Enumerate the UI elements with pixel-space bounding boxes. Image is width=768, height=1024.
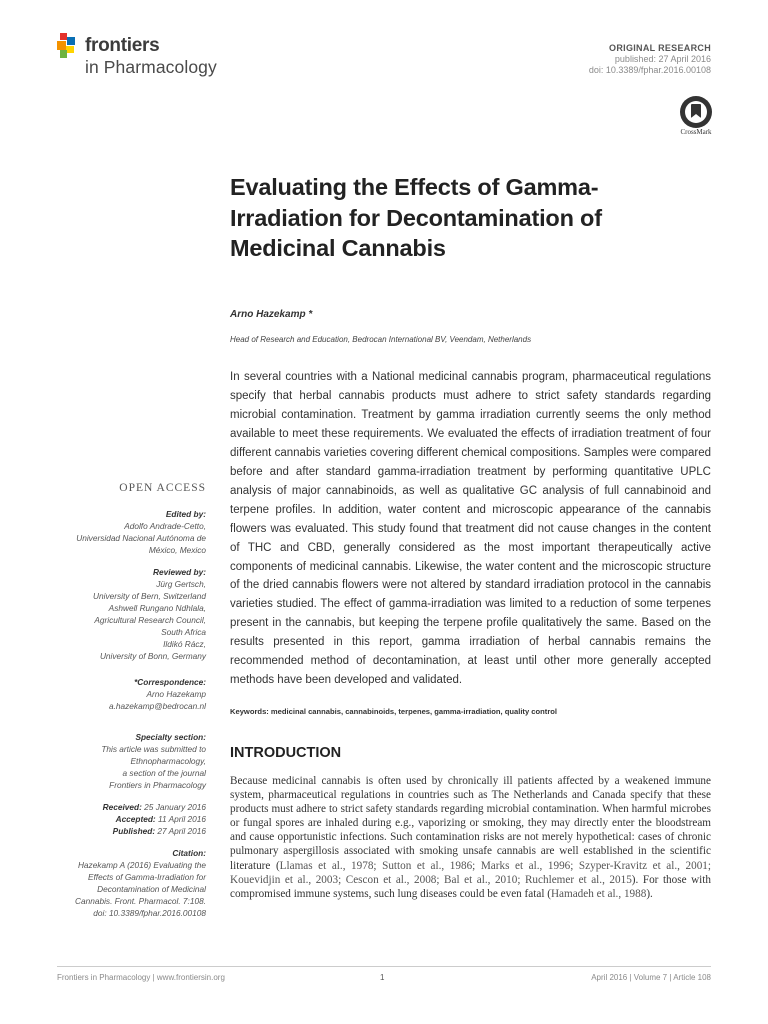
reviewer-line: Ashwell Rungano Ndhlala,	[108, 603, 206, 613]
citation-line: doi: 10.3389/fphar.2016.00108	[93, 908, 206, 918]
logo-word-frontiers: frontiers	[85, 35, 160, 56]
editor-line: México, Mexico	[148, 545, 206, 555]
intro-text-2: ). For those with compromised immune systems, such lung diseases could be even fatal (	[230, 873, 711, 900]
crossmark-label: CrossMark	[680, 128, 712, 136]
accepted-value: 11 April 2016	[158, 814, 206, 824]
footer-volume-info: April 2016 | Volume 7 | Article 108	[591, 973, 711, 982]
specialty-line: This article was submitted to	[101, 744, 206, 754]
specialty-section	[101, 731, 206, 791]
reviewer-line: University of Bonn, Germany	[99, 651, 206, 661]
editor-line: Universidad Nacional Autónoma de	[76, 533, 206, 543]
published-label: Published:	[112, 826, 156, 836]
specialty-line: Frontiers in Pharmacology	[109, 780, 206, 790]
citation-link[interactable]: Llamas et al., 1978; Sutton et al., 1986; Marks et al., 1996; Szyper-Kravitz et al., 2001; Kouevidjin et al., 2003; Cescon et al., 2008; Bal et al., 2010; Ruchlemer et al., 2015	[230, 859, 711, 886]
doi[interactable]: doi: 10.3389/fphar.2016.00108	[588, 65, 711, 75]
specialty-label: Specialty section:	[135, 732, 206, 742]
reviewer-line: Agricultural Research Council,	[94, 615, 206, 625]
citation-line: Effects of Gamma-Irradiation for	[87, 872, 206, 882]
abstract-text: In several countries with a National medicinal cannabis program, pharmaceutical regulations specify that herbal cannabis products must adhere to strict safety standards regarding microbial contamination. Treatment by gamma irradiation currently seems the only method available to meet these requirements. We evaluated the effects of irradiation treatment of four different cannabis varieties covering different chemical compositions. Samples were compared before and after standard gamma-irradiation treatment by performing quantitative UPLC analysis of major cannabinoids, as well as qualitative GC analysis of full cannabinoid and terpene profiles. In addition, water content and microscopic appearance of the cannabis flowers was evaluated. This study found that treatment did not cause changes in the content of THC and CBD, generally considered as the most important therapeutically active components of medicinal cannabis. Likewise, the water content and the microscopic structure of the dried cannabis flowers were not altered by standard irradiation protocol in the cannabis varieties studied. The effect of gamma-irradiation was limited to a reduction of some terpenes present in the cannabis, but keeping the terpene profile qualitatively the same. Based on the results presented in this report, gamma irradiation of herbal cannabis remains the recommended method of decontamination, at least until other more generally accepted methods have been developed and validated.	[230, 371, 711, 687]
reviewed-by-label: Reviewed by:	[152, 567, 206, 577]
crossmark-badge[interactable]	[674, 95, 718, 140]
reviewed-by-section	[93, 566, 206, 662]
intro-text-1: Because medicinal cannabis is often used by chronically ill patients affected by a weakened immune system, pharmaceutical regulations in countries such as The Netherlands and Canada specify that these products must adhere to strict safety standards regarding microbial contamination. When harmful microbes or fungal spores are inhaled during e.g., vaporizing or smoking, they may directly enter the bloodstream and cause opportunistic infections. Such contamination risks are not merely hypothetical: cases of chronic pulmonary aspergillosis associated with smoking unsafe cannabis are well established in the scientific literature (	[230, 775, 711, 872]
edited-by-label: Edited by:	[165, 509, 206, 519]
article-meta	[589, 43, 711, 76]
accepted-date	[103, 813, 206, 825]
edited-by-section	[76, 508, 206, 556]
footer-journal-link[interactable]: Frontiers in Pharmacology | www.frontiersin.org	[57, 973, 225, 982]
author-affiliation: Head of Research and Education, Bedrocan International BV, Veendam, Netherlands	[230, 335, 532, 344]
citation-line: Cannabis. Front. Pharmacol. 7:108.	[75, 896, 206, 906]
dates-section	[103, 801, 206, 837]
reviewer-line: University of Bern, Switzerland	[93, 591, 206, 601]
correspondent-name: Arno Hazekamp	[146, 689, 206, 699]
journal-logo[interactable]	[57, 33, 237, 83]
open-access-label: OPEN ACCESS	[119, 482, 206, 494]
published-date-side	[103, 825, 206, 837]
citation-section	[75, 847, 206, 919]
intro-text-3: ).	[646, 887, 653, 900]
accepted-label: Accepted:	[115, 814, 156, 824]
intro-paragraph	[230, 774, 711, 901]
editor-line: Adolfo Andrade-Cetto,	[124, 521, 206, 531]
citation-line: Decontamination of Medicinal	[97, 884, 206, 894]
logo-word-journal: in Pharmacology	[85, 57, 217, 77]
published-value: 27 April 2016	[157, 826, 206, 836]
reviewer-line: Ildikó Rácz,	[163, 639, 206, 649]
keywords: Keywords: medicinal cannabis, cannabinoids, terpenes, gamma-irradiation, quality control	[230, 707, 558, 716]
received-date	[103, 801, 206, 813]
correspondent-email[interactable]: a.hazekamp@bedrocan.nl	[109, 701, 206, 711]
reviewer-line: South Africa	[161, 627, 206, 637]
reviewer-line: Jürg Gertsch,	[156, 579, 206, 589]
published-date: published: 27 April 2016	[614, 54, 711, 64]
received-label: Received:	[102, 802, 142, 812]
footer-divider	[57, 966, 711, 967]
article-type: ORIGINAL RESEARCH	[609, 43, 711, 53]
author-name[interactable]: Arno Hazekamp *	[230, 309, 313, 320]
specialty-line: a section of the journal	[122, 768, 206, 778]
page-number: 1	[380, 973, 385, 982]
article-title: Evaluating the Effects of Gamma-Irradiation for Decontamination of Medicinal Cannabis	[230, 174, 602, 261]
specialty-line: Ethnopharmacology,	[130, 756, 206, 766]
crossmark-icon	[679, 95, 713, 129]
citation-link[interactable]: Hamadeh et al., 1988	[550, 887, 647, 900]
frontiers-logo-icon	[57, 33, 81, 59]
received-value: 25 January 2016	[144, 802, 206, 812]
citation-line: Hazekamp A (2016) Evaluating the	[77, 860, 206, 870]
correspondence-section	[109, 676, 206, 712]
intro-heading: INTRODUCTION	[230, 745, 342, 761]
correspondence-label: *Correspondence:	[134, 677, 206, 687]
citation-label: Citation:	[172, 848, 206, 858]
